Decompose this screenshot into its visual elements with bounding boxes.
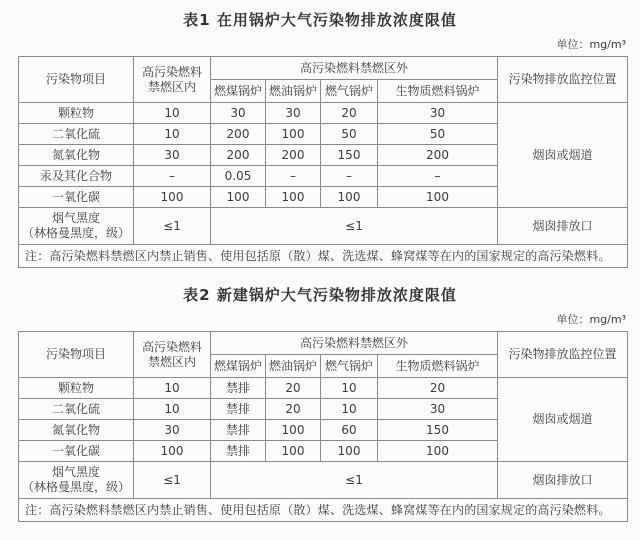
stack-location-cell: 烟囱或烟道 (498, 103, 628, 208)
value-cell: 30 (211, 103, 266, 124)
value-cell: 20 (266, 399, 321, 420)
value-cell: 30 (266, 103, 321, 124)
row-label: 二氧化硫 (19, 399, 134, 420)
header-coal-boiler: 燃煤锅炉 (211, 80, 266, 103)
value-cell: 50 (321, 124, 378, 145)
row-label: 二氧化硫 (19, 124, 134, 145)
table-row-particulates (19, 103, 628, 124)
value-cell: 禁排 (211, 420, 266, 441)
row-label: 一氧化碳 (19, 441, 134, 462)
value-cell: 100 (321, 441, 378, 462)
smoke-label-line1: 烟气黑度 (51, 465, 100, 479)
value-cell: 30 (134, 420, 211, 441)
row-label: 颗粒物 (19, 103, 134, 124)
value-cell: 100 (134, 187, 211, 208)
value-cell: 30 (378, 103, 498, 124)
value-cell: 10 (134, 378, 211, 399)
smoke-label-line2: （林格曼黑度，级） (21, 480, 130, 494)
value-cell-merged: ≤1 (211, 208, 498, 245)
table2-header-row-1 (19, 332, 628, 355)
header-pollutant-item: 污染物项目 (19, 332, 134, 378)
value-cell: 10 (134, 399, 211, 420)
smoke-label-line2: （林格曼黑度，级） (21, 226, 130, 240)
value-cell: – (378, 166, 498, 187)
value-cell: 100 (266, 187, 321, 208)
row-label: 氮氧化物 (19, 420, 134, 441)
table2-note-row (19, 499, 628, 522)
header-gas-boiler: 燃气锅炉 (321, 80, 378, 103)
value-cell: 禁排 (211, 399, 266, 420)
value-cell: 20 (266, 378, 321, 399)
header-prohibited-zone-outside: 高污染燃料禁燃区外 (211, 57, 498, 80)
table2-unit-label: 单位：mg/m³ (556, 313, 626, 326)
table-row-smoke-blackness (19, 462, 628, 499)
header-prohibited-zone-inside-line1: 高污染燃料 (141, 64, 202, 79)
header-prohibited-zone-outside: 高污染燃料禁燃区外 (211, 332, 498, 355)
value-cell: 100 (211, 187, 266, 208)
header-prohibited-zone-inside-line2: 禁燃区内 (147, 354, 196, 369)
value-cell: 0.05 (211, 166, 266, 187)
value-cell: 100 (266, 420, 321, 441)
smoke-label-line1: 烟气黑度 (51, 211, 100, 225)
table1-in-use-boiler-limits (18, 56, 628, 268)
header-biomass-boiler: 生物质燃料锅炉 (378, 355, 498, 378)
row-label (19, 208, 134, 245)
table-row-particulates (19, 378, 628, 399)
value-cell-merged: ≤1 (211, 462, 498, 499)
value-cell: 100 (378, 187, 498, 208)
value-cell: 100 (378, 441, 498, 462)
value-cell: 150 (321, 145, 378, 166)
value-cell: 30 (134, 145, 211, 166)
value-cell: 100 (266, 441, 321, 462)
row-label: 颗粒物 (19, 378, 134, 399)
stack-location-cell: 烟囱或烟道 (498, 378, 628, 462)
value-cell: ≤1 (134, 208, 211, 245)
value-cell: – (134, 166, 211, 187)
value-cell: 150 (378, 420, 498, 441)
value-cell: 禁排 (211, 378, 266, 399)
row-label: 一氧化碳 (19, 187, 134, 208)
value-cell: 100 (321, 187, 378, 208)
table-note: 注：高污染燃料禁燃区内禁止销售、使用包括原（散）煤、洗选煤、蜂窝煤等在内的国家规定的高污染燃料。 (19, 499, 628, 522)
value-cell: 30 (378, 399, 498, 420)
header-prohibited-zone-inside (134, 332, 211, 378)
table1-header-row-1 (19, 57, 628, 80)
value-cell: 50 (378, 124, 498, 145)
value-cell: ≤1 (134, 462, 211, 499)
table2-new-boiler-limits (18, 331, 628, 522)
header-monitoring-location: 污染物排放监控位置 (498, 332, 628, 378)
value-cell: 10 (321, 378, 378, 399)
value-cell: 20 (321, 103, 378, 124)
header-prohibited-zone-inside-line1: 高污染燃料 (141, 339, 202, 354)
value-cell: 200 (211, 145, 266, 166)
header-pollutant-item: 污染物项目 (19, 57, 134, 103)
value-cell: 100 (134, 441, 211, 462)
outlet-location-cell: 烟囱排放口 (498, 208, 628, 245)
value-cell: 20 (378, 378, 498, 399)
table1-unit-label: 单位：mg/m³ (556, 38, 626, 51)
value-cell: – (266, 166, 321, 187)
value-cell: – (321, 166, 378, 187)
value-cell: 200 (378, 145, 498, 166)
value-cell: 10 (134, 103, 211, 124)
header-prohibited-zone-inside (134, 57, 211, 103)
row-label: 汞及其化合物 (19, 166, 134, 187)
header-monitoring-location: 污染物排放监控位置 (498, 57, 628, 103)
value-cell: 200 (211, 124, 266, 145)
outlet-location-cell: 烟囱排放口 (498, 462, 628, 499)
value-cell: 60 (321, 420, 378, 441)
value-cell: 10 (321, 399, 378, 420)
header-oil-boiler: 燃油锅炉 (266, 355, 321, 378)
value-cell: 200 (266, 145, 321, 166)
value-cell: 禁排 (211, 441, 266, 462)
header-biomass-boiler: 生物质燃料锅炉 (378, 80, 498, 103)
value-cell: 100 (266, 124, 321, 145)
header-coal-boiler: 燃煤锅炉 (211, 355, 266, 378)
row-label (19, 462, 134, 499)
table2-title: 表2 新建锅炉大气污染物排放浓度限值 (183, 286, 457, 304)
header-prohibited-zone-inside-line2: 禁燃区内 (147, 79, 196, 94)
row-label: 氮氧化物 (19, 145, 134, 166)
table-note: 注：高污染燃料禁燃区内禁止销售、使用包括原（散）煤、洗选煤、蜂窝煤等在内的国家规定的高污染燃料。 (19, 245, 628, 268)
table-row-smoke-blackness (19, 208, 628, 245)
table1-note-row (19, 245, 628, 268)
header-gas-boiler: 燃气锅炉 (321, 355, 378, 378)
value-cell: 10 (134, 124, 211, 145)
header-oil-boiler: 燃油锅炉 (266, 80, 321, 103)
table1-title: 表1 在用锅炉大气污染物排放浓度限值 (183, 11, 457, 29)
